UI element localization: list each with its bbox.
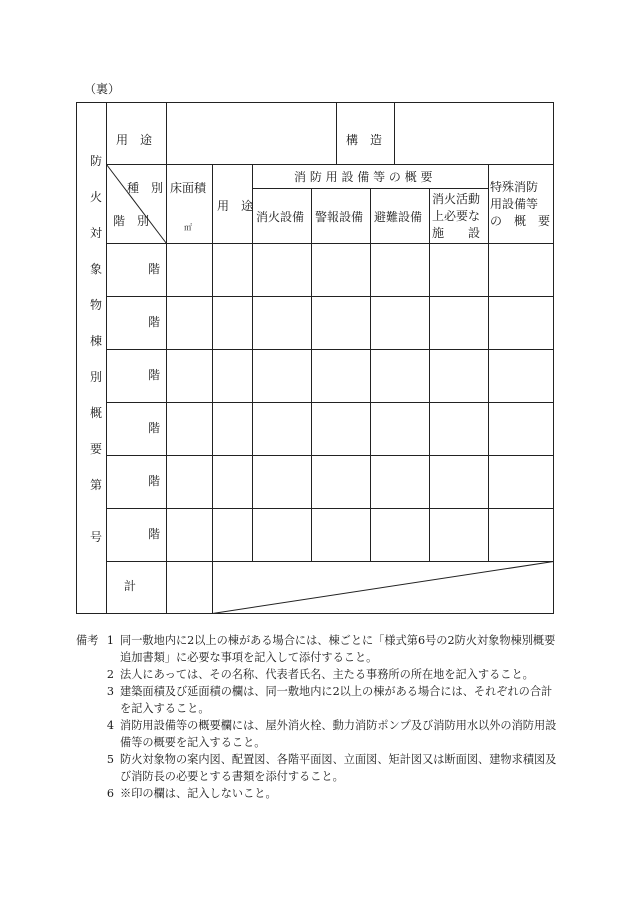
side-title-char: 要 <box>89 442 102 456</box>
side-title-char: 象 <box>89 262 102 276</box>
note-text: 法人にあっては、その名称、代表者氏名、主たる事務所の所在地を記入すること。 <box>120 668 534 681</box>
structure-label: 構 造 <box>346 133 383 147</box>
side-title-char: 火 <box>89 190 102 204</box>
note-text: 防火対象物の案内図、配置図、各階平面図、立面図、矩計図又は断面図、建物求積図及び消防長の必要とする書類を添付すること。 <box>120 753 557 783</box>
floor-row-label: 階 <box>148 368 161 382</box>
special-header-line: 特殊消防 <box>490 180 539 194</box>
side-title-char: 第 <box>89 478 102 492</box>
page-label: （裏） <box>84 82 121 96</box>
extinguishing-header: 消火設備 <box>256 210 305 224</box>
note-item <box>76 751 558 785</box>
usage-header: 用 途 <box>217 199 254 213</box>
note-item <box>76 666 558 683</box>
note-item <box>76 632 558 666</box>
alarm-header: 警報設備 <box>315 210 364 224</box>
note-item <box>76 717 558 751</box>
side-title-char: 対 <box>89 226 102 240</box>
note-text: 消防用設備等の概要欄には、屋外消火栓、動力消防ポンプ及び消防用水以外の消防用設備等の概要を記入すること。 <box>120 719 557 749</box>
floor-class-header: 階 別 <box>113 214 150 228</box>
floor-area-header: 床面積 <box>170 181 207 195</box>
side-title-char: 物 <box>89 298 102 312</box>
note-text: ※印の欄は、記入しないこと。 <box>120 787 277 800</box>
note-number: 4 <box>106 719 114 732</box>
floor-row-label: 階 <box>148 262 161 276</box>
note-item <box>76 785 558 802</box>
floor-row-label: 階 <box>148 527 161 541</box>
floor-row-label: 階 <box>148 474 161 488</box>
special-header-line: の 概 要 <box>490 214 551 228</box>
side-title-char: 概 <box>89 406 102 420</box>
notes-label: 備考 <box>76 634 99 647</box>
firefighting-header-line: 上必要な <box>432 209 481 223</box>
fire-equipment-summary-header: 消 防 用 設 備 等 の 概 要 <box>294 170 433 184</box>
note-text: 建築面積及び延面積の欄は、同一敷地内に2以上の棟がある場合には、それぞれの合計を記入すること。 <box>120 685 553 715</box>
note-item <box>76 683 558 717</box>
evacuation-header: 避難設備 <box>374 210 423 224</box>
side-title-char: 号 <box>89 530 102 544</box>
kind-header: 種 別 <box>127 181 164 195</box>
note-number: 6 <box>106 787 114 800</box>
notes-section <box>76 632 558 802</box>
firefighting-header-line: 消火活動 <box>432 192 481 206</box>
note-number: 5 <box>106 753 114 766</box>
note-text: 同一敷地内に2以上の棟がある場合には、棟ごとに「様式第6号の2防火対象物棟別概要追加書類」に必要な事項を記入して添付すること。 <box>120 634 556 664</box>
side-title-char: 別 <box>89 370 102 384</box>
side-title-char: 棟 <box>89 334 102 348</box>
note-number: 2 <box>106 668 114 681</box>
note-number: 3 <box>106 685 114 698</box>
area-unit: ㎡ <box>184 223 192 232</box>
usage-label: 用 途 <box>116 133 153 147</box>
floor-row-label: 階 <box>148 315 161 329</box>
floor-row-label: 階 <box>148 421 161 435</box>
special-header-line: 用設備等 <box>490 197 539 211</box>
note-number: 1 <box>106 634 114 647</box>
total-label: 計 <box>124 579 137 593</box>
firefighting-header-line: 施 設 <box>432 226 481 240</box>
side-title-char: 防 <box>89 154 102 168</box>
